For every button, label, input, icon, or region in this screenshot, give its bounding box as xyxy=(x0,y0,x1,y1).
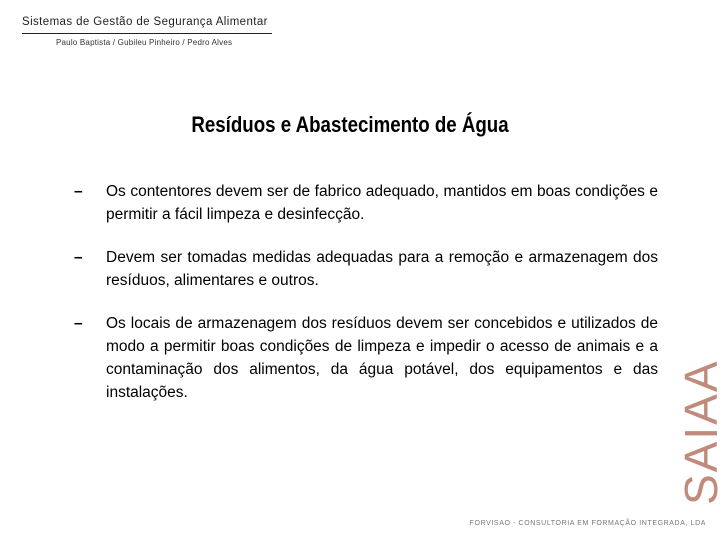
bullet-marker: – xyxy=(74,249,83,266)
header-divider xyxy=(22,33,272,34)
bullet-text: Os locais de armazenagem dos resíduos devem ser concebidos e utilizados de modo a permitir boas condições de limpeza e impedir o acesso de animais e a contaminação dos alimentos, da água potável, dos equipamentos e das instalações. xyxy=(106,315,658,401)
slide-title: Resíduos e Abastecimento de Água xyxy=(191,112,509,137)
bullet-marker: – xyxy=(74,315,83,332)
footer-company: FORVISAO - CONSULTORIA EM FORMAÇÃO INTEGRADA, LDA xyxy=(469,520,706,527)
bullet-list xyxy=(74,180,658,424)
header-authors: Paulo Baptista / Gubileu Pinheiro / Pedro Alves xyxy=(56,38,233,47)
saiaa-logo: SAIAA xyxy=(675,359,727,505)
bullet-item xyxy=(74,246,658,292)
bullet-text: Os contentores devem ser de fabrico adequado, mantidos em boas condições e permitir a fácil limpeza e desinfecção. xyxy=(106,183,658,223)
bullet-item xyxy=(74,180,658,226)
bullet-marker: – xyxy=(74,183,83,200)
header-title: Sistemas de Gestão de Segurança Alimentar xyxy=(22,16,268,28)
bullet-item xyxy=(74,312,658,404)
bullet-text: Devem ser tomadas medidas adequadas para a remoção e armazenagem dos resíduos, alimentares e outros. xyxy=(106,249,658,289)
